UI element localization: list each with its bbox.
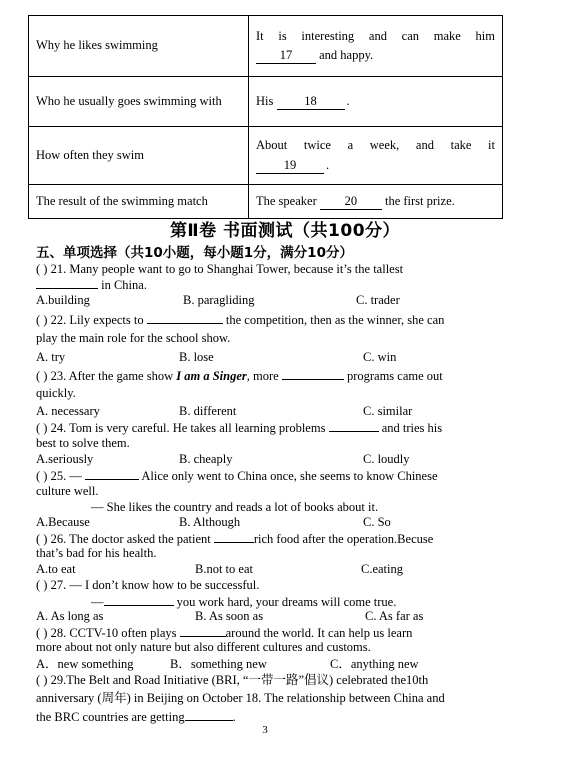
question-27: ( ) 27. — I don’t know how to be successful. (36, 578, 260, 592)
blank-19[interactable]: 19 (256, 158, 324, 174)
blank-17[interactable]: 17 (256, 48, 316, 64)
option-c: C. As far as (365, 609, 424, 623)
row-label: Why he likes swimming (29, 16, 249, 77)
page-number: 3 (262, 724, 268, 736)
question-text: around the world. It can help us learn (225, 626, 413, 640)
question-23 (36, 368, 496, 384)
answer-blank[interactable] (329, 420, 379, 432)
option-b: B. cheaply (179, 452, 233, 466)
row-text: It is interesting and can make him (256, 28, 495, 43)
question-text: ( ) 22. Lily expects to (36, 313, 144, 327)
option-b: B. paragliding (183, 293, 255, 307)
answer-blank[interactable] (104, 594, 174, 606)
table-row (29, 127, 503, 185)
table-row (29, 77, 503, 127)
question-text: in China. (101, 278, 147, 292)
row-answer (249, 16, 503, 77)
question-text: , more (246, 369, 279, 383)
answer-blank[interactable] (214, 531, 254, 543)
row-answer (249, 127, 503, 185)
info-table (28, 15, 503, 219)
option-a: A．new something (36, 657, 134, 671)
answer-blank[interactable] (282, 368, 344, 380)
question-22-cont: play the main role for the school show. (36, 331, 231, 345)
answer-blank[interactable] (185, 709, 233, 721)
answer-blank[interactable] (36, 277, 98, 289)
table-row (29, 16, 503, 77)
option-a: A.building (36, 293, 90, 307)
question-text: ( ) 24. Tom is very careful. He takes all learning problems (36, 421, 326, 435)
question-24 (36, 420, 496, 436)
question-21-cont (36, 277, 496, 293)
table-row (29, 185, 503, 219)
option-a: A. try (36, 350, 66, 364)
option-b: B. Although (179, 515, 241, 529)
row-text: His (256, 93, 274, 108)
option-c: C.eating (361, 562, 404, 576)
question-29: ( ) 29.The Belt and Road Initiative (BRI, “一带一路”倡议) celebrated the10th (36, 673, 429, 687)
option-b: B.not to eat (195, 562, 253, 576)
question-27-reply (91, 594, 551, 610)
row-text-post: . (326, 157, 330, 172)
question-text: ( ) 25. — (36, 469, 82, 483)
row-text-post: the first prize. (384, 193, 455, 208)
row-label: Who he usually goes swimming with (29, 77, 249, 127)
question-26 (36, 531, 496, 547)
question-text: ( ) 23. After the game show (36, 369, 174, 383)
option-a: A.Because (36, 515, 90, 529)
question-25-reply: — She likes the country and reads a lot of books about it. (91, 500, 379, 514)
option-c: C. So (363, 515, 391, 529)
option-c: C. loudly (363, 452, 410, 466)
question-26-cont: that’s bad for his health. (36, 546, 157, 560)
question-21: ( ) 21. Many people want to go to Shanghai Tower, because it’s the tallest (36, 262, 404, 276)
option-c: C．anything new (330, 657, 419, 671)
question-text: the competition, then as the winner, she can (225, 313, 445, 327)
answer-blank[interactable] (147, 312, 223, 324)
row-text: The speaker (256, 193, 317, 208)
answer-blank[interactable] (180, 625, 226, 637)
option-b: B．something new (170, 657, 267, 671)
option-a: A. necessary (36, 404, 100, 418)
question-text: ( ) 26. The doctor asked the patient (36, 532, 211, 546)
blank-20[interactable]: 20 (320, 194, 382, 210)
option-c: C. similar (363, 404, 413, 418)
option-a: A.to eat (36, 562, 76, 576)
section-subtitle: 五、单项选择（共10小题，每小题1分，满分10分） (36, 245, 353, 261)
option-c: C. win (363, 350, 397, 364)
question-text: ( ) 28. CCTV-10 often plays (36, 626, 177, 640)
question-text: you work hard, your dreams will come true. (176, 595, 397, 609)
question-text: Alice only went to China once, she seems to know Chinese (141, 469, 438, 483)
row-text: About twice a week, and take it (256, 138, 495, 153)
question-24-cont: best to solve them. (36, 436, 130, 450)
question-29-cont2 (36, 709, 496, 725)
option-b: B. different (179, 404, 237, 418)
option-b: B. As soon as (195, 609, 264, 623)
question-text: programs came out (346, 369, 443, 383)
row-text-post: . (346, 93, 350, 108)
question-text: the BRC countries are getting (36, 710, 185, 724)
option-c: C. trader (356, 293, 400, 307)
question-text: and tries his (381, 421, 443, 435)
row-answer (249, 77, 503, 127)
question-28 (36, 625, 496, 641)
answer-blank[interactable] (85, 468, 139, 480)
row-label: How often they swim (29, 127, 249, 185)
question-28-cont: more about not only nature but also different cultures and customs. (36, 640, 371, 654)
option-b: B. lose (179, 350, 214, 364)
question-22 (36, 312, 496, 328)
row-answer (249, 185, 503, 219)
question-text: — (91, 595, 104, 609)
row-label: The result of the swimming match (29, 185, 249, 219)
show-title: I am a Singer (176, 369, 247, 383)
row-text-post: and happy. (319, 48, 374, 62)
question-29-cont: anniversary (周年) in Beijing on October 18. The relationship between China and (36, 691, 445, 705)
question-23-cont: quickly. (36, 386, 76, 400)
question-25-cont: culture well. (36, 484, 99, 498)
section-title: 第Ⅱ卷 书面测试（共100分） (169, 221, 401, 241)
question-text: rich food after the operation.Becuse (253, 532, 434, 546)
option-a: A. As long as (36, 609, 104, 623)
option-a: A.seriously (36, 452, 94, 466)
question-text: . (232, 710, 236, 724)
blank-18[interactable]: 18 (277, 94, 345, 110)
question-25 (36, 468, 496, 484)
